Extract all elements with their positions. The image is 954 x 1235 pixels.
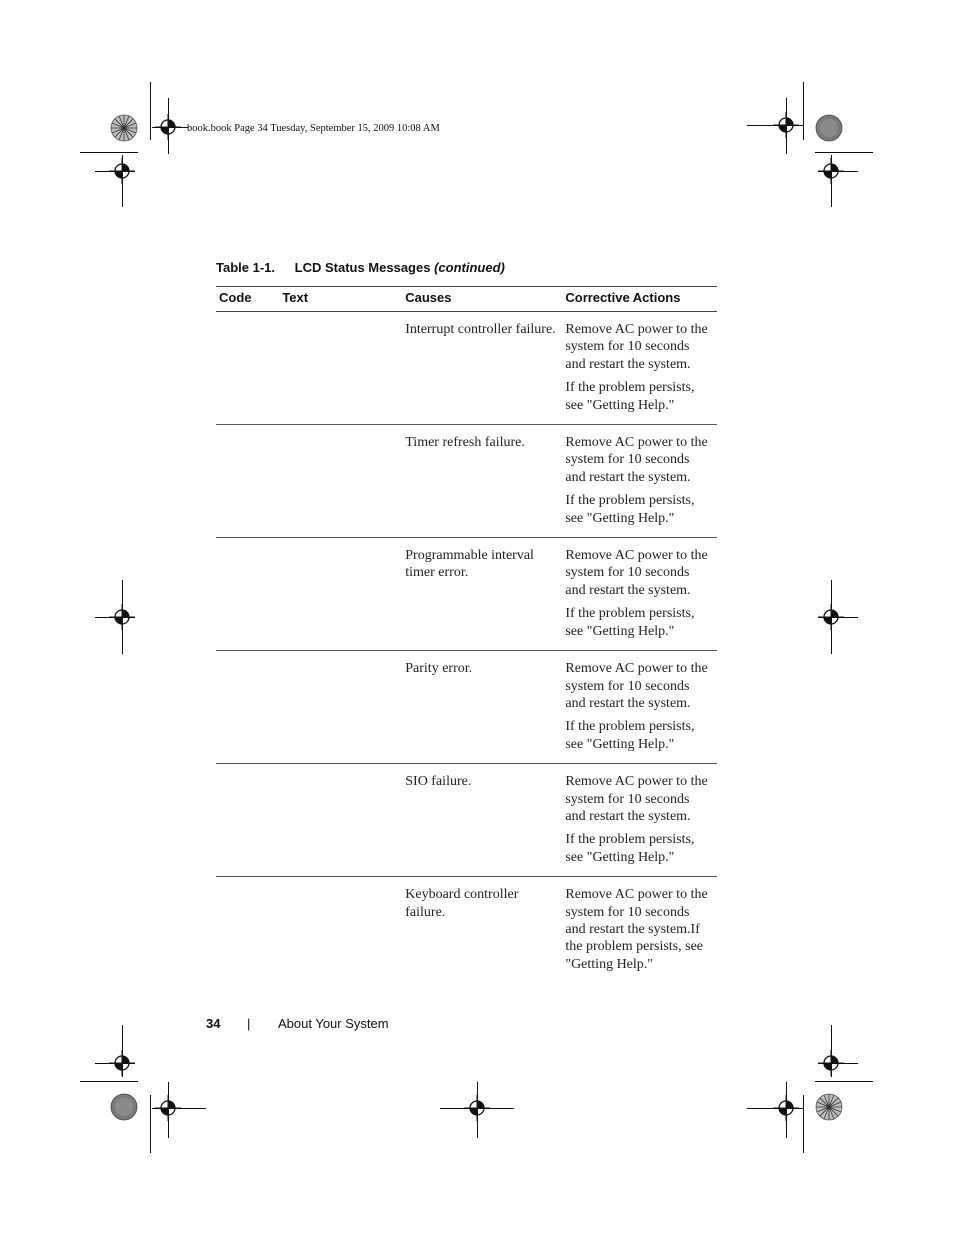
table-caption [216,260,505,275]
cell-code [216,312,279,425]
table-row [216,651,717,764]
cell-code [216,538,279,651]
registration-target-icon [818,158,844,184]
print-header-info: book.book Page 34 Tuesday, September 15, 2009 10:08 AM [187,123,440,134]
registration-target-icon [818,1050,844,1076]
gray-disc-icon [815,114,843,142]
page-number: 34 [206,1016,221,1031]
table-row [216,425,717,538]
table-row [216,538,717,651]
table-header-row [216,287,717,312]
action-paragraph: Remove AC power to the system for 10 seconds and restart the system.If the problem persists, see "Getting Help." [565,887,708,972]
cell-cause: SIO failure. [402,764,565,877]
action-paragraph: Remove AC power to the system for 10 seconds and restart the system. [565,435,708,485]
cell-actions [565,651,717,764]
cell-actions [565,538,717,651]
action-paragraph: If the problem persists, see "Getting Help." [565,493,695,526]
cell-text [279,764,402,877]
table-caption-number: Table 1-1. [216,260,276,275]
cell-code [216,651,279,764]
column-header-text: Text [279,287,402,312]
cell-actions [565,425,717,538]
cell-cause: Parity error. [402,651,565,764]
starburst-disc-icon [815,1093,843,1121]
cell-text [279,877,402,984]
action-paragraph: If the problem persists, see "Getting Help." [565,380,695,413]
footer-section-title: About Your System [278,1016,389,1031]
cell-text [279,651,402,764]
action-paragraph: If the problem persists, see "Getting Help." [565,719,695,752]
gray-disc-icon [110,1093,138,1121]
lcd-status-table [216,286,717,983]
registration-target-icon [109,604,135,630]
cell-text [279,312,402,425]
cell-code [216,425,279,538]
registration-target-icon [818,604,844,630]
cell-text [279,538,402,651]
column-header-corrective-actions: Corrective Actions [565,287,717,312]
table-row [216,312,717,425]
action-paragraph: Remove AC power to the system for 10 seconds and restart the system. [565,774,708,824]
starburst-disc-icon [110,114,138,142]
cell-cause: Programmable interval timer error. [402,538,565,651]
registration-target-icon [155,114,181,140]
cell-code [216,877,279,984]
cell-text [279,425,402,538]
footer-separator: | [247,1016,251,1031]
registration-target-icon [155,1095,181,1121]
action-paragraph: If the problem persists, see "Getting Help." [565,606,695,639]
action-paragraph: Remove AC power to the system for 10 seconds and restart the system. [565,322,708,372]
cell-actions [565,764,717,877]
cell-cause: Keyboard controller failure. [405,887,519,920]
action-paragraph: Remove AC power to the system for 10 seconds and restart the system. [565,548,708,598]
action-paragraph: Remove AC power to the system for 10 seconds and restart the system. [565,661,708,711]
table-row [216,877,717,984]
table-row [216,764,717,877]
action-paragraph: If the problem persists, see "Getting Help." [565,832,695,865]
registration-target-icon [109,1050,135,1076]
registration-target-icon [773,1095,799,1121]
cell-code [216,764,279,877]
table-caption-continued: (continued) [434,260,505,275]
cell-actions [565,877,717,984]
registration-target-icon [773,112,799,138]
cell-actions [565,312,717,425]
registration-target-icon [109,158,135,184]
cell-cause: Timer refresh failure. [402,425,565,538]
column-header-code: Code [216,287,279,312]
table-caption-title: LCD Status Messages [294,260,431,275]
cell-cause: Interrupt controller failure. [402,312,565,425]
registration-target-icon [464,1095,490,1121]
column-header-causes: Causes [402,287,565,312]
